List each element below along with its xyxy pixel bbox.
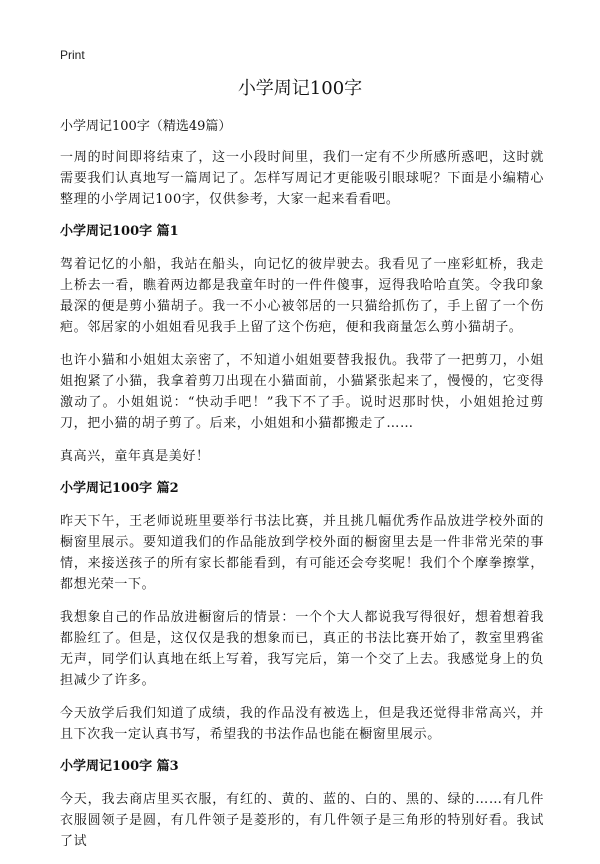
section-paragraph: 驾着记忆的小船，我站在船头，向记忆的彼岸驶去。我看见了一座彩虹桥，我走上桥去一看，瞧着两边都是我童年时的一件件傻事，逗得我哈哈直笑。令我印象最深的便是剪小猫胡子。我一不小心被邻居的一只猫给抓伤了，手上留了一个伤疤。邻居家的小姐姐看见我手上留了这个伤疤，便和我商量怎么剪小猫胡子。 <box>60 257 544 335</box>
print-link[interactable]: Print <box>60 48 85 62</box>
section-paragraph: 也许小猫和小姐姐太亲密了，不知道小姐姐要替我报仇。我带了一把剪刀，小姐姐抱紧了小猫，我拿着剪刀出现在小猫面前，小猫紧张起来了，慢慢的，它变得激动了。小姐姐说：“快动手吧！”我下不了手。说时迟那时快，小姐姐抢过剪刀，把小猫的胡子剪了。后来，小姐姐和小猫都搬走了…… <box>60 353 544 431</box>
section-3 <box>60 757 544 852</box>
section-paragraph: 我想象自己的作品放进橱窗后的情景：一个个大人都说我写得很好，想着想着我都脸红了。但是，这仅仅是我的想象而已，真正的书法比赛开始了，教室里鸦雀无声，同学们认真地在纸上写着，我写完后，第一个交了上去。我感觉身上的负担减少了许多。 <box>60 610 544 688</box>
section-paragraph: 真高兴，童年真是美好！ <box>60 449 210 464</box>
page-title: 小学周记100字 <box>237 78 363 99</box>
section-heading: 小学周记100字 篇1 <box>60 224 179 239</box>
section-heading: 小学周记100字 篇3 <box>60 759 179 774</box>
section-heading: 小学周记100字 篇2 <box>60 481 179 496</box>
section-1 <box>60 222 544 467</box>
section-paragraph: 今天，我去商店里买衣服，有红的、黄的、蓝的、白的、黑的、绿的……有几件衣服圆领子是圆，有几件领子是菱形的，有几件领子是三角形的特别好看。我试了试 <box>60 792 544 849</box>
document-body <box>60 117 544 864</box>
section-paragraph: 昨天下午，王老师说班里要举行书法比赛，并且挑几幅优秀作品放进学校外面的橱窗里展示。要知道我们的作品能放到学校外面的橱窗里去是一件非常光荣的事情，来接送孩子的所有家长都能看到，有可能还会夸奖呢！我们个个摩拳擦掌，都想光荣一下。 <box>60 514 544 592</box>
intro-paragraph: 一周的时间即将结束了，这一小段时间里，我们一定有不少所感所惑吧，这时就需要我们认真地写一篇周记了。怎样写周记才更能吸引眼球呢？下面是小编精心整理的小学周记100字，仅供参考，大家一起来看看吧。 <box>60 150 544 207</box>
section-2 <box>60 479 544 745</box>
document-subtitle: 小学周记100字（精选49篇） <box>60 119 232 134</box>
section-paragraph: 今天放学后我们知道了成绩，我的作品没有被选上，但是我还觉得非常高兴，并且下次我一定认真书写，希望我的书法作品也能在橱窗里展示。 <box>60 706 544 742</box>
